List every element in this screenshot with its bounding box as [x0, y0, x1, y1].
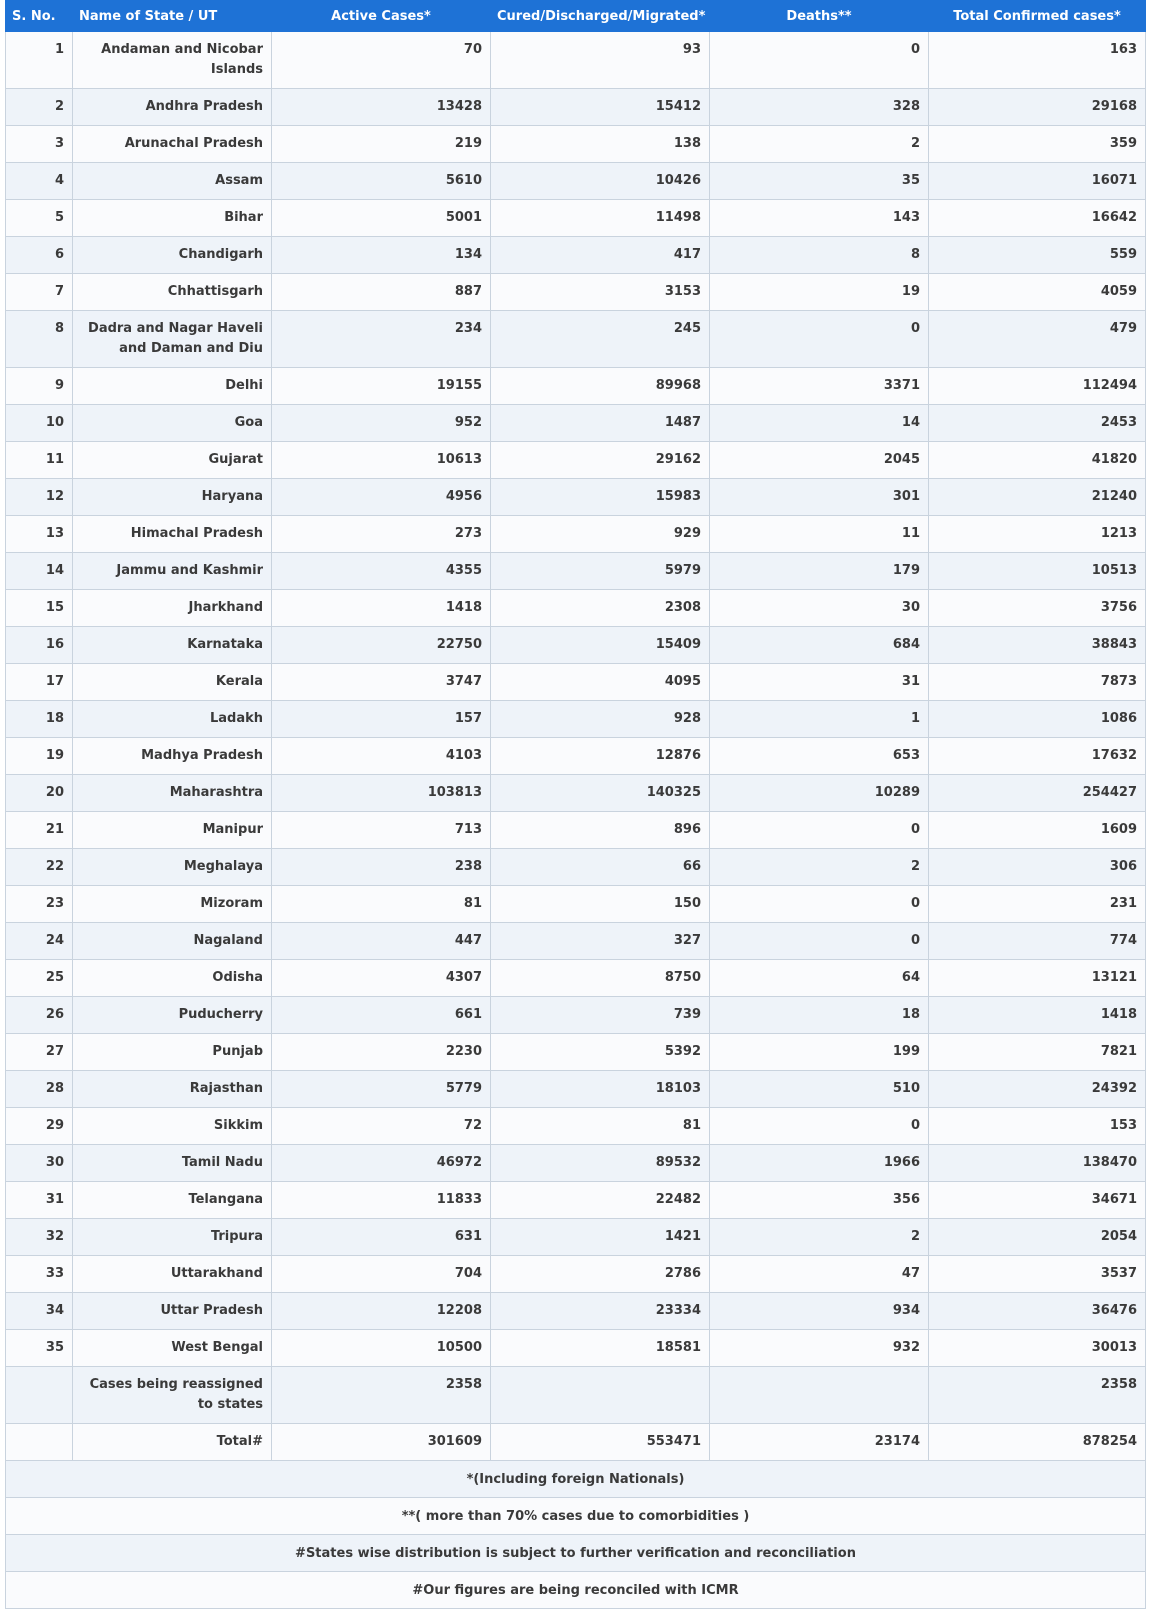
cell-sno: [6, 1424, 73, 1461]
cell-sno: 15: [6, 590, 73, 627]
cell-state-name: Bihar: [73, 200, 272, 237]
cell-total-confirmed: 2453: [929, 405, 1146, 442]
cell-deaths: 199: [710, 1034, 929, 1071]
cell-total-confirmed: 1213: [929, 516, 1146, 553]
cell-total-confirmed: 1418: [929, 997, 1146, 1034]
cell-active-cases: 704: [272, 1256, 491, 1293]
cell-deaths: 0: [710, 311, 929, 368]
cell-deaths: 23174: [710, 1424, 929, 1461]
cell-sno: 14: [6, 553, 73, 590]
cell-sno: 26: [6, 997, 73, 1034]
cell-sno: 1: [6, 32, 73, 89]
cell-total-confirmed: 29168: [929, 89, 1146, 126]
cell-sno: 24: [6, 923, 73, 960]
cell-total-confirmed: 774: [929, 923, 1146, 960]
cell-state-name: Manipur: [73, 812, 272, 849]
table-row: [6, 311, 1146, 368]
cell-cured: 18103: [491, 1071, 710, 1108]
cell-cured: 11498: [491, 200, 710, 237]
cell-active-cases: 81: [272, 886, 491, 923]
cell-sno: 6: [6, 237, 73, 274]
footnote-row: [6, 1461, 1146, 1498]
cell-sno: [6, 1367, 73, 1424]
cell-total-confirmed: 16071: [929, 163, 1146, 200]
footnote-row: [6, 1572, 1146, 1609]
cell-active-cases: 70: [272, 32, 491, 89]
cell-active-cases: 631: [272, 1219, 491, 1256]
cell-state-name: Puducherry: [73, 997, 272, 1034]
cell-deaths: 31: [710, 664, 929, 701]
footnote-comorbidities: **( more than 70% cases due to comorbidities ): [6, 1498, 1146, 1535]
cell-cured: 4095: [491, 664, 710, 701]
cell-deaths: 684: [710, 627, 929, 664]
table-row: [6, 237, 1146, 274]
cell-deaths: 143: [710, 200, 929, 237]
table-row: [6, 1256, 1146, 1293]
cell-cured: 327: [491, 923, 710, 960]
cell-sno: 8: [6, 311, 73, 368]
cell-state-name: West Bengal: [73, 1330, 272, 1367]
cell-cured: 2308: [491, 590, 710, 627]
cell-total-confirmed: 138470: [929, 1145, 1146, 1182]
table-row: [6, 849, 1146, 886]
footnote-row: [6, 1535, 1146, 1572]
cell-state-name: Mizoram: [73, 886, 272, 923]
footnote-foreign-nationals: *(Including foreign Nationals): [6, 1461, 1146, 1498]
cell-deaths: 11: [710, 516, 929, 553]
cell-state-name: Rajasthan: [73, 1071, 272, 1108]
cell-total-confirmed: 2054: [929, 1219, 1146, 1256]
cell-state-name: Jharkhand: [73, 590, 272, 627]
cell-active-cases: 301609: [272, 1424, 491, 1461]
table-row: [6, 923, 1146, 960]
cell-deaths: 30: [710, 590, 929, 627]
cell-cured: 12876: [491, 738, 710, 775]
table-header-row: [6, 1, 1146, 32]
cell-total-confirmed: 231: [929, 886, 1146, 923]
table-row: [6, 590, 1146, 627]
cell-active-cases: 134: [272, 237, 491, 274]
cell-deaths: 0: [710, 812, 929, 849]
cell-cured: 150: [491, 886, 710, 923]
cell-sno: 19: [6, 738, 73, 775]
cell-active-cases: 4956: [272, 479, 491, 516]
cell-deaths: 8: [710, 237, 929, 274]
cell-total-confirmed: 3756: [929, 590, 1146, 627]
table-row: [6, 89, 1146, 126]
table-row: [6, 960, 1146, 997]
table-row: [6, 200, 1146, 237]
footnote-verification: #States wise distribution is subject to further verification and reconciliation: [6, 1535, 1146, 1572]
cell-cured: 417: [491, 237, 710, 274]
cell-active-cases: 5001: [272, 200, 491, 237]
cell-cured: 5392: [491, 1034, 710, 1071]
cell-cured: 1421: [491, 1219, 710, 1256]
cell-deaths: [710, 1367, 929, 1424]
cell-sno: 34: [6, 1293, 73, 1330]
cell-cured: 739: [491, 997, 710, 1034]
cell-state-name: Chandigarh: [73, 237, 272, 274]
cell-sno: 23: [6, 886, 73, 923]
cell-active-cases: 219: [272, 126, 491, 163]
cell-deaths: 2: [710, 1219, 929, 1256]
cell-deaths: 0: [710, 923, 929, 960]
covid-state-table: [5, 0, 1146, 1609]
cell-total-confirmed: 112494: [929, 368, 1146, 405]
cell-active-cases: 887: [272, 274, 491, 311]
cell-active-cases: 12208: [272, 1293, 491, 1330]
cell-cured: 245: [491, 311, 710, 368]
cell-state-name: Andhra Pradesh: [73, 89, 272, 126]
cell-active-cases: 447: [272, 923, 491, 960]
table-row: [6, 1424, 1146, 1461]
cell-total-confirmed: 16642: [929, 200, 1146, 237]
table-row: [6, 775, 1146, 812]
cell-active-cases: 4355: [272, 553, 491, 590]
table-row: [6, 627, 1146, 664]
table-row: [6, 368, 1146, 405]
cell-cured: [491, 1367, 710, 1424]
cell-active-cases: 72: [272, 1108, 491, 1145]
covid-state-table-container: [5, 0, 1150, 1609]
cell-cured: 3153: [491, 274, 710, 311]
table-row: [6, 1219, 1146, 1256]
cell-deaths: 2: [710, 849, 929, 886]
col-header-deaths[interactable]: Deaths**: [710, 1, 929, 32]
table-row: [6, 442, 1146, 479]
cell-sno: 29: [6, 1108, 73, 1145]
table-row: [6, 479, 1146, 516]
cell-deaths: 0: [710, 32, 929, 89]
cell-deaths: 179: [710, 553, 929, 590]
cell-active-cases: 234: [272, 311, 491, 368]
cell-state-name: Telangana: [73, 1182, 272, 1219]
cell-total-confirmed: 38843: [929, 627, 1146, 664]
cell-deaths: 932: [710, 1330, 929, 1367]
cell-sno: 25: [6, 960, 73, 997]
cell-state-name: Haryana: [73, 479, 272, 516]
cell-active-cases: 713: [272, 812, 491, 849]
table-row: [6, 163, 1146, 200]
cell-deaths: 934: [710, 1293, 929, 1330]
cell-total-confirmed: 254427: [929, 775, 1146, 812]
cell-active-cases: 661: [272, 997, 491, 1034]
cell-active-cases: 2358: [272, 1367, 491, 1424]
table-row: [6, 553, 1146, 590]
cell-cured: 138: [491, 126, 710, 163]
footnote-icmr: #Our figures are being reconciled with ICMR: [6, 1572, 1146, 1609]
cell-deaths: 14: [710, 405, 929, 442]
cell-sno: 30: [6, 1145, 73, 1182]
cell-total-confirmed: 163: [929, 32, 1146, 89]
cell-deaths: 301: [710, 479, 929, 516]
cell-active-cases: 1418: [272, 590, 491, 627]
cell-state-name: Total#: [73, 1424, 272, 1461]
table-row: [6, 886, 1146, 923]
cell-state-name: Punjab: [73, 1034, 272, 1071]
cell-state-name: Odisha: [73, 960, 272, 997]
cell-deaths: 1966: [710, 1145, 929, 1182]
table-row: [6, 32, 1146, 89]
cell-total-confirmed: 10513: [929, 553, 1146, 590]
cell-cured: 89532: [491, 1145, 710, 1182]
cell-sno: 7: [6, 274, 73, 311]
cell-cured: 8750: [491, 960, 710, 997]
cell-sno: 27: [6, 1034, 73, 1071]
cell-active-cases: 273: [272, 516, 491, 553]
cell-deaths: 35: [710, 163, 929, 200]
table-row: [6, 1145, 1146, 1182]
cell-sno: 22: [6, 849, 73, 886]
cell-deaths: 10289: [710, 775, 929, 812]
cell-active-cases: 10500: [272, 1330, 491, 1367]
cell-sno: 32: [6, 1219, 73, 1256]
cell-active-cases: 952: [272, 405, 491, 442]
cell-state-name: Arunachal Pradesh: [73, 126, 272, 163]
table-row: [6, 1330, 1146, 1367]
cell-cured: 22482: [491, 1182, 710, 1219]
cell-total-confirmed: 153: [929, 1108, 1146, 1145]
cell-cured: 1487: [491, 405, 710, 442]
cell-active-cases: 22750: [272, 627, 491, 664]
cell-state-name: Goa: [73, 405, 272, 442]
cell-state-name: Uttar Pradesh: [73, 1293, 272, 1330]
cell-cured: 928: [491, 701, 710, 738]
cell-state-name: Karnataka: [73, 627, 272, 664]
cell-sno: 2: [6, 89, 73, 126]
cell-deaths: 2: [710, 126, 929, 163]
cell-cured: 23334: [491, 1293, 710, 1330]
footnote-row: [6, 1498, 1146, 1535]
cell-sno: 12: [6, 479, 73, 516]
cell-active-cases: 238: [272, 849, 491, 886]
cell-total-confirmed: 30013: [929, 1330, 1146, 1367]
cell-state-name: Chhattisgarh: [73, 274, 272, 311]
cell-sno: 4: [6, 163, 73, 200]
cell-state-name: Sikkim: [73, 1108, 272, 1145]
cell-state-name: Nagaland: [73, 923, 272, 960]
cell-deaths: 328: [710, 89, 929, 126]
cell-sno: 33: [6, 1256, 73, 1293]
cell-cured: 10426: [491, 163, 710, 200]
cell-total-confirmed: 41820: [929, 442, 1146, 479]
cell-sno: 18: [6, 701, 73, 738]
cell-active-cases: 19155: [272, 368, 491, 405]
cell-cured: 929: [491, 516, 710, 553]
cell-cured: 2786: [491, 1256, 710, 1293]
cell-deaths: 0: [710, 886, 929, 923]
col-header-active[interactable]: Active Cases*: [272, 1, 491, 32]
cell-cured: 66: [491, 849, 710, 886]
cell-sno: 5: [6, 200, 73, 237]
cell-total-confirmed: 7821: [929, 1034, 1146, 1071]
table-row: [6, 738, 1146, 775]
cell-sno: 10: [6, 405, 73, 442]
cell-state-name: Himachal Pradesh: [73, 516, 272, 553]
cell-deaths: 18: [710, 997, 929, 1034]
cell-total-confirmed: 559: [929, 237, 1146, 274]
col-header-state[interactable]: Name of State / UT: [73, 1, 272, 32]
cell-total-confirmed: 36476: [929, 1293, 1146, 1330]
cell-active-cases: 11833: [272, 1182, 491, 1219]
cell-deaths: 653: [710, 738, 929, 775]
cell-total-confirmed: 1086: [929, 701, 1146, 738]
cell-sno: 20: [6, 775, 73, 812]
cell-active-cases: 4307: [272, 960, 491, 997]
table-body: [6, 32, 1146, 1461]
cell-deaths: 47: [710, 1256, 929, 1293]
cell-active-cases: 10613: [272, 442, 491, 479]
cell-total-confirmed: 17632: [929, 738, 1146, 775]
cell-state-name: Kerala: [73, 664, 272, 701]
cell-active-cases: 3747: [272, 664, 491, 701]
table-row: [6, 405, 1146, 442]
cell-deaths: 510: [710, 1071, 929, 1108]
cell-total-confirmed: 24392: [929, 1071, 1146, 1108]
cell-cured: 15409: [491, 627, 710, 664]
cell-active-cases: 5610: [272, 163, 491, 200]
cell-total-confirmed: 359: [929, 126, 1146, 163]
cell-active-cases: 4103: [272, 738, 491, 775]
cell-deaths: 356: [710, 1182, 929, 1219]
table-row: [6, 1367, 1146, 1424]
cell-cured: 15983: [491, 479, 710, 516]
cell-state-name: Meghalaya: [73, 849, 272, 886]
cell-cured: 81: [491, 1108, 710, 1145]
cell-sno: 13: [6, 516, 73, 553]
cell-cured: 15412: [491, 89, 710, 126]
cell-state-name: Maharashtra: [73, 775, 272, 812]
cell-total-confirmed: 1609: [929, 812, 1146, 849]
col-header-sno[interactable]: S. No.: [6, 1, 73, 32]
cell-deaths: 64: [710, 960, 929, 997]
cell-sno: 21: [6, 812, 73, 849]
table-row: [6, 1293, 1146, 1330]
cell-state-name: Madhya Pradesh: [73, 738, 272, 775]
table-row: [6, 1034, 1146, 1071]
cell-state-name: Assam: [73, 163, 272, 200]
cell-state-name: Delhi: [73, 368, 272, 405]
cell-active-cases: 46972: [272, 1145, 491, 1182]
cell-total-confirmed: 878254: [929, 1424, 1146, 1461]
cell-total-confirmed: 3537: [929, 1256, 1146, 1293]
col-header-total[interactable]: Total Confirmed cases*: [929, 1, 1146, 32]
cell-active-cases: 157: [272, 701, 491, 738]
cell-active-cases: 5779: [272, 1071, 491, 1108]
cell-deaths: 19: [710, 274, 929, 311]
cell-deaths: 3371: [710, 368, 929, 405]
col-header-cured[interactable]: Cured/Discharged/Migrated*: [491, 1, 710, 32]
cell-state-name: Andaman and Nicobar Islands: [73, 32, 272, 89]
cell-sno: 17: [6, 664, 73, 701]
table-row: [6, 274, 1146, 311]
cell-total-confirmed: 34671: [929, 1182, 1146, 1219]
table-row: [6, 701, 1146, 738]
cell-state-name: Jammu and Kashmir: [73, 553, 272, 590]
cell-state-name: Gujarat: [73, 442, 272, 479]
cell-state-name: Uttarakhand: [73, 1256, 272, 1293]
table-row: [6, 664, 1146, 701]
table-row: [6, 812, 1146, 849]
cell-cured: 5979: [491, 553, 710, 590]
cell-state-name: Tamil Nadu: [73, 1145, 272, 1182]
cell-cured: 89968: [491, 368, 710, 405]
cell-deaths: 1: [710, 701, 929, 738]
cell-sno: 31: [6, 1182, 73, 1219]
cell-active-cases: 2230: [272, 1034, 491, 1071]
cell-sno: 11: [6, 442, 73, 479]
cell-active-cases: 13428: [272, 89, 491, 126]
cell-total-confirmed: 479: [929, 311, 1146, 368]
cell-cured: 553471: [491, 1424, 710, 1461]
table-row: [6, 997, 1146, 1034]
cell-state-name: Cases being reassigned to states: [73, 1367, 272, 1424]
cell-state-name: Tripura: [73, 1219, 272, 1256]
cell-total-confirmed: 21240: [929, 479, 1146, 516]
cell-cured: 896: [491, 812, 710, 849]
cell-sno: 28: [6, 1071, 73, 1108]
cell-deaths: 0: [710, 1108, 929, 1145]
cell-cured: 93: [491, 32, 710, 89]
cell-total-confirmed: 2358: [929, 1367, 1146, 1424]
cell-active-cases: 103813: [272, 775, 491, 812]
cell-state-name: Ladakh: [73, 701, 272, 738]
cell-total-confirmed: 4059: [929, 274, 1146, 311]
cell-total-confirmed: 306: [929, 849, 1146, 886]
cell-state-name: Dadra and Nagar Haveli and Daman and Diu: [73, 311, 272, 368]
cell-total-confirmed: 13121: [929, 960, 1146, 997]
table-row: [6, 1182, 1146, 1219]
table-row: [6, 1108, 1146, 1145]
cell-total-confirmed: 7873: [929, 664, 1146, 701]
table-row: [6, 126, 1146, 163]
cell-cured: 18581: [491, 1330, 710, 1367]
table-row: [6, 516, 1146, 553]
cell-sno: 9: [6, 368, 73, 405]
cell-deaths: 2045: [710, 442, 929, 479]
cell-sno: 3: [6, 126, 73, 163]
table-row: [6, 1071, 1146, 1108]
cell-sno: 16: [6, 627, 73, 664]
cell-sno: 35: [6, 1330, 73, 1367]
cell-cured: 140325: [491, 775, 710, 812]
cell-cured: 29162: [491, 442, 710, 479]
